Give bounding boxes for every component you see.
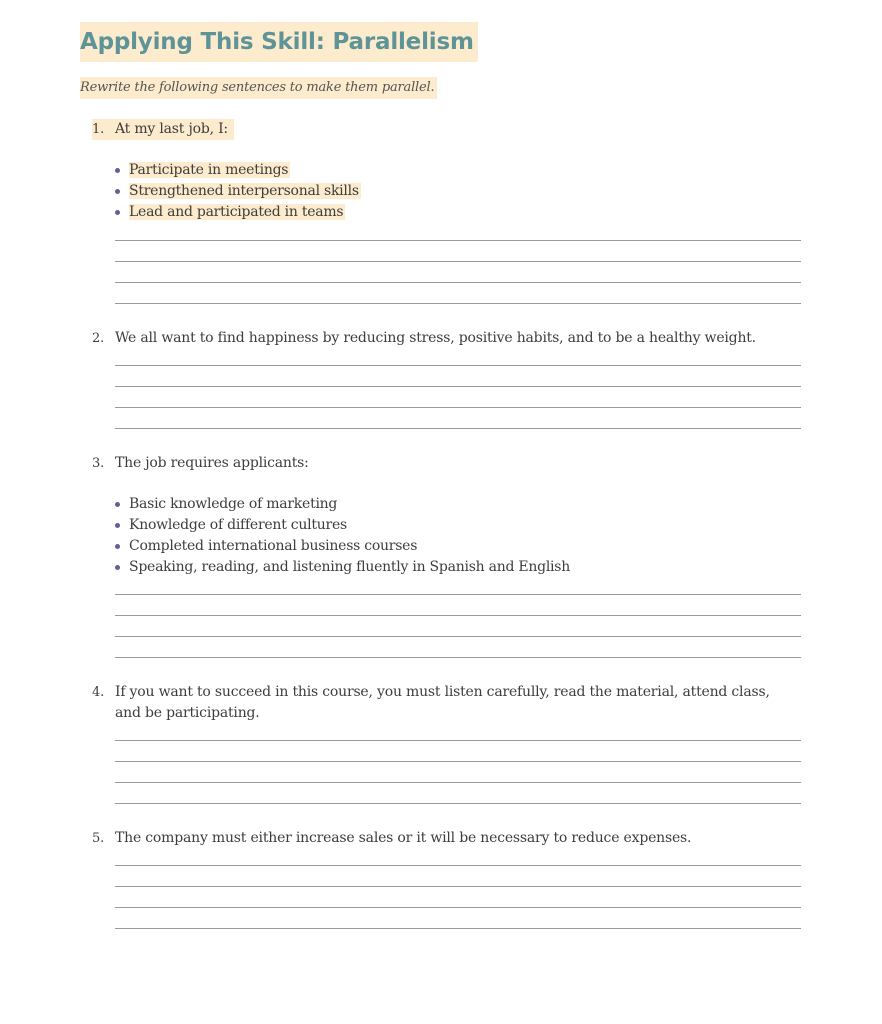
- question-text: At my last job, I:: [115, 121, 228, 137]
- answer-line[interactable]: [115, 303, 801, 304]
- answer-line[interactable]: [115, 407, 801, 408]
- list-item: Participate in meetings: [114, 160, 361, 181]
- answer-line[interactable]: [115, 594, 801, 595]
- answer-line[interactable]: [115, 907, 801, 908]
- question-text: The company must either increase sales or it will be necessary to reduce expenses.: [115, 830, 692, 846]
- answer-line[interactable]: [115, 761, 801, 762]
- question-number: 3.: [92, 456, 105, 471]
- list-item: Basic knowledge of marketing: [114, 494, 570, 515]
- bullet-icon: [115, 565, 120, 570]
- bullet-icon: [115, 502, 120, 507]
- bullet-icon: [115, 210, 120, 215]
- answer-lines[interactable]: [115, 740, 801, 824]
- page-title: Applying This Skill: Parallelism: [80, 22, 478, 62]
- question-2: [92, 328, 792, 349]
- list-item: Strengthened interpersonal skills: [114, 181, 361, 202]
- answer-lines[interactable]: [115, 365, 801, 449]
- answer-line[interactable]: [115, 782, 801, 783]
- bullet-icon: [115, 523, 120, 528]
- question-number: 2.: [92, 331, 105, 346]
- answer-line[interactable]: [115, 615, 801, 616]
- list-item: Completed international business courses: [114, 536, 570, 557]
- answer-lines[interactable]: [115, 594, 801, 678]
- instructions: Rewrite the following sentences to make them parallel.: [80, 77, 437, 99]
- answer-line[interactable]: [115, 282, 801, 283]
- answer-line[interactable]: [115, 886, 801, 887]
- answer-line[interactable]: [115, 657, 801, 658]
- bullet-icon: [115, 544, 120, 549]
- question-number: 1.: [92, 122, 105, 137]
- question-text: We all want to find happiness by reducing stress, positive habits, and to be a healthy weight.: [115, 330, 756, 346]
- question-1: [92, 119, 792, 220]
- question-3: [92, 453, 792, 575]
- answer-lines[interactable]: [115, 865, 801, 949]
- question-5: [92, 828, 792, 849]
- list-item: Speaking, reading, and listening fluently in Spanish and English: [114, 557, 570, 578]
- bullet-icon: [115, 168, 120, 173]
- answer-line[interactable]: [115, 740, 801, 741]
- answer-line[interactable]: [115, 365, 801, 366]
- answer-line[interactable]: [115, 928, 801, 929]
- question-number: 4.: [92, 685, 105, 700]
- answer-line[interactable]: [115, 636, 801, 637]
- question-text: If you want to succeed in this course, you must listen carefully, read the material, attend class, and be participating.: [115, 684, 770, 721]
- answer-line[interactable]: [115, 386, 801, 387]
- answer-lines[interactable]: [115, 240, 801, 324]
- question-text: The job requires applicants:: [115, 455, 309, 471]
- answer-line[interactable]: [115, 261, 801, 262]
- question-4: [92, 682, 792, 724]
- list-item: Lead and participated in teams: [114, 202, 361, 223]
- bullet-icon: [115, 189, 120, 194]
- list-item: Knowledge of different cultures: [114, 515, 570, 536]
- bullet-list: [114, 160, 361, 223]
- answer-line[interactable]: [115, 865, 801, 866]
- answer-line[interactable]: [115, 803, 801, 804]
- answer-line[interactable]: [115, 240, 801, 241]
- answer-line[interactable]: [115, 428, 801, 429]
- bullet-list: [114, 494, 570, 578]
- question-number: 5.: [92, 831, 105, 846]
